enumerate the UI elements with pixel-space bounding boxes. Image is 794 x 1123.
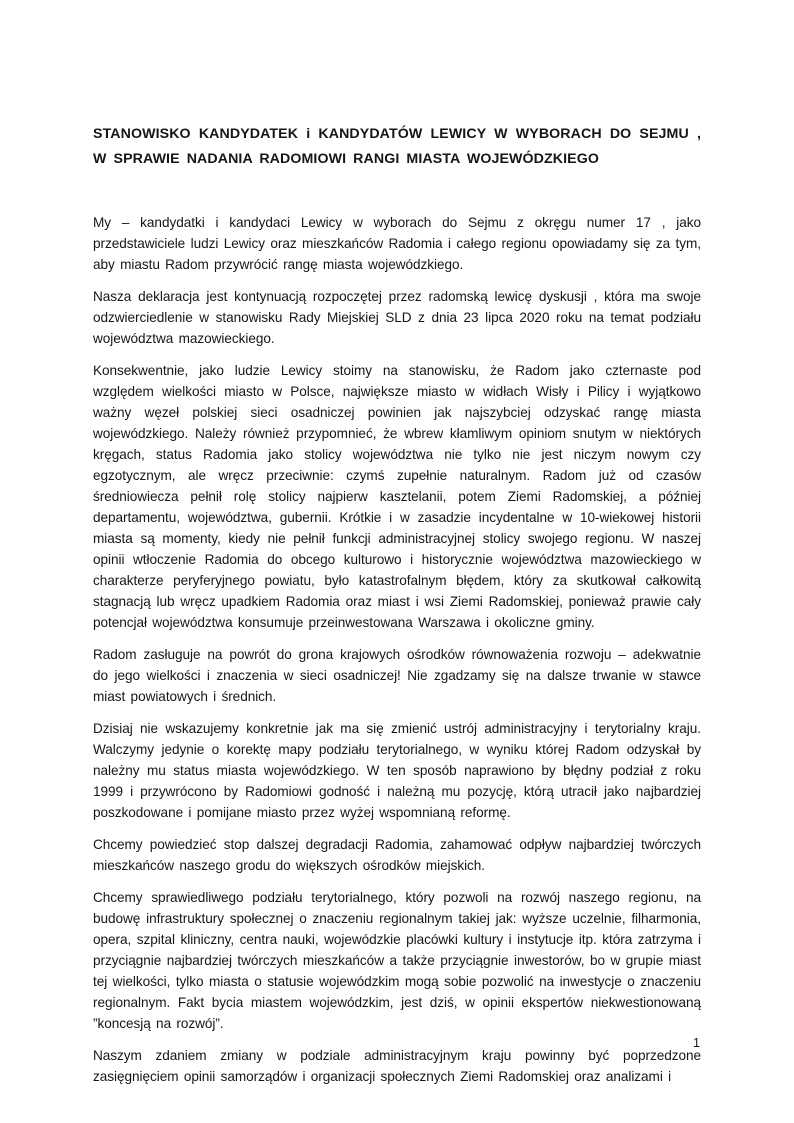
paragraph-1: My – kandydatki i kandydaci Lewicy w wyborach do Sejmu z okręgu numer 17 , jako przedstawiciele ludzi Lewicy oraz mieszkańców Radomia i całego regionu opowiadamy się za tym, aby miastu Radom przywrócić rangę miasta wojewódzkiego.	[93, 215, 701, 272]
page-number: 1	[693, 1036, 700, 1050]
paragraph-5: Dzisiaj nie wskazujemy konkretnie jak ma się zmienić ustrój administracyjny i terytorialny kraju. Walczymy jedynie o korektę mapy podziału terytorialnego, w wyniku której Radom odzyskał by należny mu status miasta wojewódzkiego. W ten sposób naprawiono by błędny podział z roku 1999 i przywrócono by Radomiowi godność i należną mu pozycję, którą utracił jako najbardziej poszkodowane i pomijane miasto przez wyżej wspomnianą reformę.	[93, 721, 701, 820]
paragraph-6: Chcemy powiedzieć stop dalszej degradacji Radomia, zahamować odpływ najbardziej twórczych mieszkańców naszego grodu do większych ośrodków miejskich.	[93, 837, 701, 873]
paragraph-8: Naszym zdaniem zmiany w podziale administracyjnym kraju powinny być poprzedzone zasięgnięciem opinii samorządów i organizacji społecznych Ziemi Radomskiej oraz analizami i	[93, 1048, 701, 1084]
paragraph-7: Chcemy sprawiedliwego podziału terytorialnego, który pozwoli na rozwój naszego regionu, na budowę infrastruktury społecznej o znaczeniu regionalnym takiej jak: wyższe uczelnie, filharmonia, opera, szpital kliniczny, centra nauki, wojewódzkie placówki kultury i instytucje itp. która zatrzyma i przyciągnie najbardziej twórczych mieszkańców a także przyciągnie inwestorów, bo w grupie miast tej wielkości, tylko miasta o statusie wojewódzkim mogą sobie pozwolić na inwestycje o znaczeniu regionalnym. Fakt bycia miastem wojewódzkim, jest dziś, w opinii ekspertów niekwestionowaną ”koncesją na rozwój”.	[93, 890, 701, 1031]
paragraph-4: Radom zasługuje na powrót do grona krajowych ośrodków równoważenia rozwoju – adekwatnie do jego wielkości i znaczenia w sieci osadniczej! Nie zgadzamy się na dalsze trwanie w stawce miast powiatowych i średnich.	[93, 647, 701, 704]
paragraph-2: Nasza deklaracja jest kontynuacją rozpoczętej przez radomską lewicę dyskusji , która ma swoje odzwierciedlenie w stanowisku Rady Miejskiej SLD z dnia 23 lipca 2020 roku na temat podziału województwa mazowieckiego.	[93, 289, 701, 346]
document-title: STANOWISKO KANDYDATEK i KANDYDATÓW LEWICY W WYBORACH DO SEJMU , W SPRAWIE NADANIA RADOMIOWI RANGI MIASTA WOJEWÓDZKIEGO	[93, 126, 701, 167]
paragraph-3: Konsekwentnie, jako ludzie Lewicy stoimy na stanowisku, że Radom jako czternaste pod względem wielkości miasto w Polsce, największe miasto w widłach Wisły i Pilicy i wyjątkowo ważny węzeł polskiej sieci osadniczej powinien jak najszybciej odzyskać rangę miasta wojewódzkiego. Należy również przypomnieć, że wbrew kłamliwym opiniom snutym w niektórych kręgach, status Radomia jako stolicy województwa nie tylko nie jest niczym nowym czy egzotycznym, ale wręcz przeciwnie: czymś zupełnie naturalnym. Radom już od czasów średniowiecza pełnił rolę stolicy najpierw kasztelanii, potem Ziemi Radomskiej, a później departamentu, województwa, gubernii. Krótkie i w zasadzie incydentalne w 10-wiekowej historii miasta są momenty, kiedy nie pełnił funkcji administracyjnej stolicy swojego regionu. W naszej opinii wtłoczenie Radomia do obcego kulturowo i historycznie województwa mazowieckiego w charakterze peryferyjnego powiatu, było katastrofalnym błędem, który za skutkował całkowitą stagnacją lub wręcz upadkiem Radomia oraz miast i wsi Ziemi Radomskiej, ponieważ prawie cały potencjał województwa konsumuje przeinwestowana Warszawa i okoliczne gminy.	[93, 363, 701, 630]
